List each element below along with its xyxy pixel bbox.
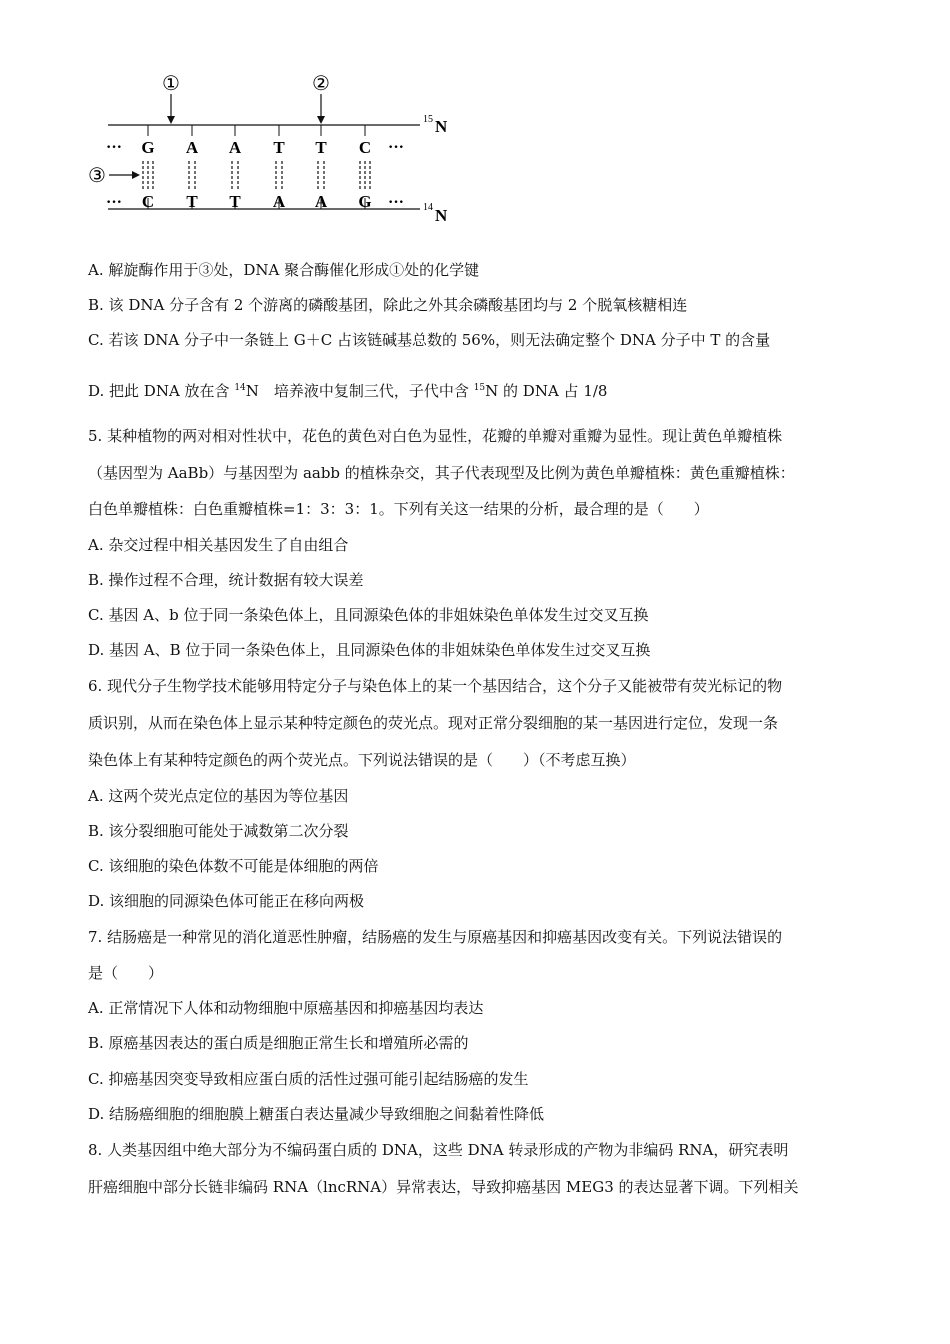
q6-option-a: A. 这两个荧光点定位的基因为等位基因 <box>88 787 349 805</box>
q5-stem-line2: （基因型为 AaBb）与基因型为 aabb 的植株杂交，其子代表现型及比例为黄色单瓣植株：黄色重瓣植株： <box>88 464 795 482</box>
top-right-ellipsis: ··· <box>388 139 405 156</box>
q7-option-c: C. 抑癌基因突变导致相应蛋白质的活性过强可能引起结肠癌的发生 <box>88 1070 529 1088</box>
q4-option-c: C. 若该 DNA 分子中一条链上 G＋C 占该链碱基总数的 56%，则无法确定整个 DNA 分子中 T 的含量 <box>88 331 771 349</box>
top-base-6: C <box>358 138 372 157</box>
q4-option-a: A. 解旋酶作用于③处，DNA 聚合酶催化形成①处的化学键 <box>88 261 480 279</box>
bottom-base-6: G <box>358 192 372 211</box>
bottom-right-ellipsis: ··· <box>388 194 405 211</box>
hydrogen-bonds <box>143 161 370 189</box>
q4-option-d: D. 把此 DNA 放在含 $^{14}$N 培养液中复制三代，子代中含 $^{15}$N 的 DNA 占 1/8 <box>88 382 608 400</box>
bottom-base-3: T <box>229 192 241 211</box>
top-base-5: T <box>315 138 327 157</box>
bottom-base-4: A <box>272 192 286 211</box>
bottom-left-ellipsis: ··· <box>106 194 123 211</box>
q5-option-a: A. 杂交过程中相关基因发生了自由组合 <box>88 536 349 554</box>
top-strand-label-element: N <box>435 117 448 136</box>
q7-option-a: A. 正常情况下人体和动物细胞中原癌基因和抑癌基因均表达 <box>88 999 484 1017</box>
dna-diagram <box>78 66 478 236</box>
bottom-base-1: C <box>141 192 155 211</box>
q5-stem-line3: 白色单瓣植株：白色重瓣植株=1：3：3：1。下列有关这一结果的分析，最合理的是（ ） <box>88 500 709 518</box>
marker-1: ① <box>162 73 180 95</box>
q4-option-b: B. 该 DNA 分子含有 2 个游离的磷酸基团，除此之外其余磷酸基团均与 2 个脱氧核糖相连 <box>88 296 688 314</box>
q6-stem-line2: 质识别，从而在染色体上显示某种特定颜色的荧光点。现对正常分裂细胞的某一基因进行定位，发现一条 <box>88 714 779 732</box>
q6-stem-line3: 染色体上有某种特定颜色的两个荧光点。下列说法错误的是（ ）（不考虑互换） <box>88 751 636 769</box>
bottom-strand-label-element: N <box>435 206 448 225</box>
q7-stem-line2: 是（ ） <box>88 964 164 982</box>
q7-stem-line1: 7. 结肠癌是一种常见的消化道恶性肿瘤，结肠癌的发生与原癌基因和抑癌基因改变有关。下列说法错误的 <box>88 928 783 946</box>
q8-stem-line1: 8. 人类基因组中绝大部分为不编码蛋白质的 DNA，这些 DNA 转录形成的产物为非编码 RNA，研究表明 <box>88 1141 789 1159</box>
top-base-3: A <box>228 138 242 157</box>
q6-option-b: B. 该分裂细胞可能处于减数第二次分裂 <box>88 822 349 840</box>
q5-option-b: B. 操作过程不合理，统计数据有较大误差 <box>88 571 364 589</box>
bottom-strand-label-mass: 14 <box>423 202 433 213</box>
top-base-1: G <box>141 138 155 157</box>
q5-stem-line1: 5. 某种植物的两对相对性状中，花色的黄色对白色为显性，花瓣的单瓣对重瓣为显性。现让黄色单瓣植株 <box>88 427 783 445</box>
q7-option-b: B. 原癌基因表达的蛋白质是细胞正常生长和增殖所必需的 <box>88 1034 469 1052</box>
q6-stem-line1: 6. 现代分子生物学技术能够用特定分子与染色体上的某一个基因结合，这个分子又能被带有荧光标记的物 <box>88 677 783 695</box>
top-strand-label-mass: 15 <box>423 114 433 125</box>
q7-option-d: D. 结肠癌细胞的细胞膜上糖蛋白表达量减少导致细胞之间黏着性降低 <box>88 1105 545 1123</box>
q6-option-c: C. 该细胞的染色体数不可能是体细胞的两倍 <box>88 857 379 875</box>
top-base-4: T <box>273 138 285 157</box>
top-base-2: A <box>185 138 199 157</box>
marker-2: ② <box>312 73 330 95</box>
q5-option-c: C. 基因 A、b 位于同一条染色体上，且同源染色体的非姐妹染色单体发生过交叉互换 <box>88 606 649 624</box>
q5-option-d: D. 基因 A、B 位于同一条染色体上，且同源染色体的非姐妹染色单体发生过交叉互换 <box>88 641 651 659</box>
marker-3: ③ <box>88 165 106 187</box>
bottom-base-5: A <box>314 192 328 211</box>
q6-option-d: D. 该细胞的同源染色体可能正在移向两极 <box>88 892 365 910</box>
top-left-ellipsis: ··· <box>106 139 123 156</box>
q8-stem-line2: 肝癌细胞中部分长链非编码 RNA（lncRNA）异常表达，导致抑癌基因 MEG3 的表达显著下调。下列相关 <box>88 1178 799 1196</box>
bottom-base-2: T <box>186 192 198 211</box>
